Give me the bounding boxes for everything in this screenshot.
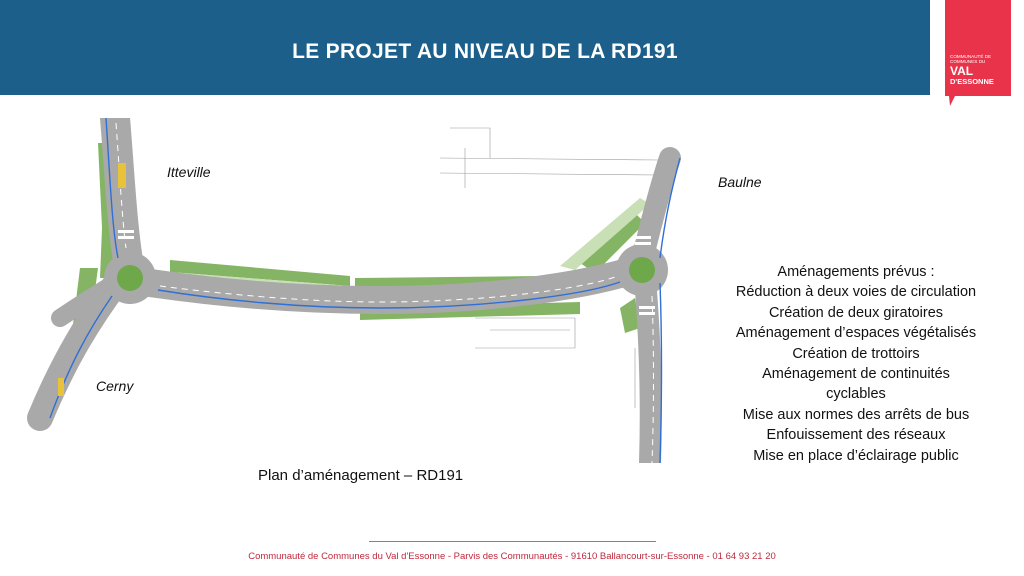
list-item: Création de trottoirs bbox=[792, 345, 920, 362]
logo-caption: COMMUNAUTÉ DE COMMUNES DU bbox=[950, 54, 992, 64]
footer-divider bbox=[369, 541, 656, 542]
label-itteville: Itteville bbox=[167, 164, 211, 180]
list-item: Création de deux giratoires bbox=[768, 304, 944, 321]
list-item: Mise en place d’éclairage public bbox=[753, 447, 959, 464]
list-item: Réduction à deux voies de circulation bbox=[735, 284, 977, 301]
planned-works-list bbox=[716, 262, 996, 466]
label-baulne: Baulne bbox=[718, 174, 762, 190]
plan-caption: Plan d’aménagement – RD191 bbox=[258, 467, 464, 484]
list-item: Enfouissement des réseaux bbox=[766, 427, 946, 444]
label-cerny: Cerny bbox=[96, 378, 134, 394]
list-item: cyclables bbox=[826, 386, 886, 403]
list-item: Aménagement d’espaces végétalisés bbox=[735, 325, 977, 342]
site-plan-drawing bbox=[20, 118, 710, 463]
val-essonne-logo bbox=[945, 0, 1011, 106]
footer-address: Communauté de Communes du Val d'Essonne - Parvis des Communautés - 91610 Ballancourt-sur-Essonne - 01 64 93 21 20 bbox=[248, 551, 776, 562]
list-heading: Aménagements prévus : bbox=[777, 264, 935, 280]
list-item: Aménagement de continuités bbox=[762, 366, 950, 383]
logo-essonne: D'ESSONNE bbox=[950, 77, 994, 86]
page-title: LE PROJET AU NIVEAU DE LA RD191 bbox=[292, 40, 678, 63]
list-item: Mise aux normes des arrêts de bus bbox=[742, 406, 970, 423]
logo-val: VAL bbox=[950, 64, 974, 78]
